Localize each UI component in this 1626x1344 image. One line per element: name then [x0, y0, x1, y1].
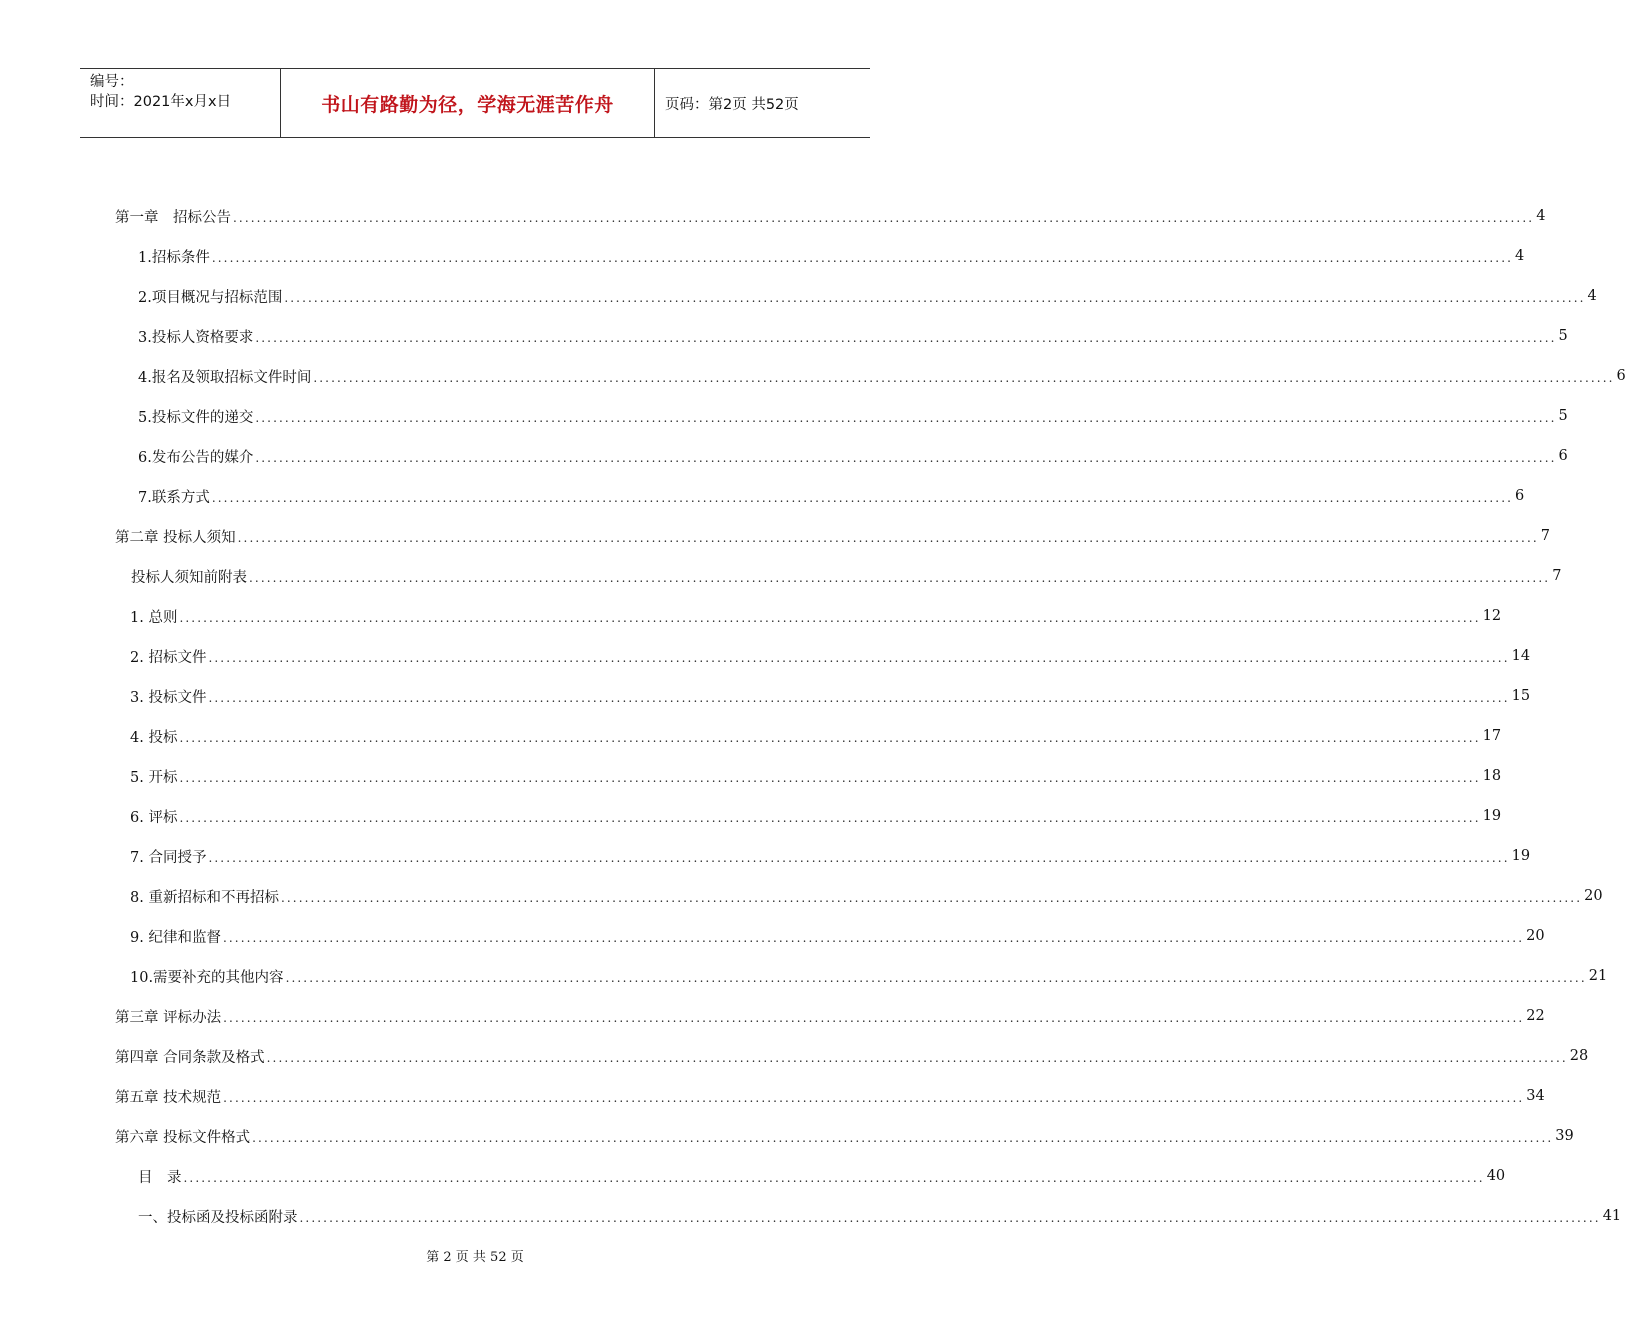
toc-leader-dots: ............................................................................................................................................................................................................................ [208, 651, 1510, 665]
toc-entry-title: 1. 总则 [130, 609, 178, 626]
header-motto-cell [281, 69, 655, 137]
toc-entry-page: 4 [1515, 248, 1525, 264]
toc-leader-dots: ............................................................................................................................................................................................................................ [183, 1171, 1485, 1185]
toc-entry[interactable] [130, 716, 1502, 756]
header-motto: 书山有路勤为径，学海无涯苦作舟 [321, 93, 614, 116]
toc-entry-title: 3. 投标文件 [130, 689, 207, 706]
toc-leader-dots: ............................................................................................................................................................................................................................ [223, 1011, 1525, 1025]
toc-entry[interactable] [138, 436, 1568, 476]
toc-leader-dots: ............................................................................................................................................................................................................................ [211, 491, 1514, 505]
toc-leader-dots: ............................................................................................................................................................................................................................ [313, 371, 1615, 385]
toc-entry-title: 5.投标文件的递交 [138, 409, 254, 426]
toc-entry-page: 28 [1569, 1048, 1589, 1064]
toc-entry-title: 7.联系方式 [138, 489, 210, 506]
toc-entry-page: 5 [1558, 328, 1568, 344]
toc-entry-title: 10.需要补充的其他内容 [130, 969, 284, 986]
toc-entry-title: 4.报名及领取招标文件时间 [138, 369, 312, 386]
toc-leader-dots: ............................................................................................................................................................................................................................ [252, 1131, 1554, 1145]
page-header [80, 68, 870, 138]
toc-leader-dots: ............................................................................................................................................................................................................................ [222, 931, 1525, 945]
toc-entry-page: 19 [1482, 808, 1502, 824]
toc-entry-page: 7 [1540, 528, 1551, 544]
toc-entry[interactable] [115, 1076, 1545, 1116]
toc-entry[interactable] [130, 836, 1531, 876]
toc-entry-title: 一、投标函及投标函附录 [138, 1209, 298, 1226]
toc-entry[interactable] [130, 756, 1502, 796]
toc-leader-dots: ............................................................................................................................................................................................................................ [179, 611, 1481, 625]
toc-leader-dots: ............................................................................................................................................................................................................................ [211, 251, 1514, 265]
toc-entry-page: 22 [1526, 1008, 1545, 1024]
toc-entry[interactable] [138, 396, 1568, 436]
toc-entry[interactable] [130, 676, 1531, 716]
toc-entry-title: 3.投标人资格要求 [138, 329, 254, 346]
toc-entry-page: 39 [1555, 1128, 1574, 1144]
toc-entry-title: 第五章 技术规范 [115, 1089, 222, 1106]
toc-entry[interactable] [115, 196, 1546, 236]
toc-entry-page: 6 [1616, 368, 1626, 384]
toc-entry-title: 投标人须知前附表 [131, 569, 247, 586]
toc-leader-dots: ............................................................................................................................................................................................................................ [223, 1091, 1525, 1105]
toc-leader-dots: ............................................................................................................................................................................................................................ [237, 531, 1539, 545]
toc-entry-page: 17 [1482, 728, 1502, 744]
toc-entry-page: 19 [1511, 848, 1531, 864]
toc-entry[interactable] [115, 1036, 1589, 1076]
toc-leader-dots: ............................................................................................................................................................................................................................ [208, 691, 1510, 705]
toc-entry-page: 18 [1482, 768, 1502, 784]
toc-entry[interactable] [130, 956, 1608, 996]
toc-leader-dots: ............................................................................................................................................................................................................................ [249, 571, 1551, 585]
toc-entry-page: 6 [1558, 448, 1568, 464]
toc-entry-page: 20 [1584, 888, 1603, 904]
toc-entry-title: 5. 开标 [130, 769, 178, 786]
toc-entry[interactable] [138, 236, 1525, 276]
toc-entry-title: 第四章 合同条款及格式 [115, 1049, 265, 1066]
toc-entry[interactable] [138, 276, 1597, 316]
toc-leader-dots: ............................................................................................................................................................................................................................ [299, 1211, 1601, 1225]
toc-entry[interactable] [138, 1196, 1622, 1236]
toc-entry-title: 2.项目概况与招标范围 [138, 289, 283, 306]
toc-entry-page: 4 [1536, 208, 1546, 224]
toc-entry-page: 40 [1486, 1168, 1506, 1184]
toc-leader-dots: ............................................................................................................................................................................................................................ [233, 211, 1535, 225]
toc-entry-title: 9. 纪律和监督 [130, 929, 221, 946]
toc-leader-dots: ............................................................................................................................................................................................................................ [179, 811, 1481, 825]
toc-entry-page: 34 [1526, 1088, 1545, 1104]
toc-entry-title: 1.招标条件 [138, 249, 210, 266]
toc-entry-title: 目 录 [138, 1169, 182, 1186]
toc-entry-title: 第一章 招标公告 [115, 209, 231, 226]
toc-leader-dots: ............................................................................................................................................................................................................................ [285, 971, 1587, 985]
toc-entry[interactable] [138, 476, 1525, 516]
document-number-label: 编号： [90, 74, 134, 90]
toc-entry-page: 14 [1511, 648, 1531, 664]
toc-entry[interactable] [130, 596, 1502, 636]
header-left-cell [80, 69, 281, 137]
toc-entry-title: 8. 重新招标和不再招标 [130, 889, 279, 906]
toc-entry-page: 41 [1602, 1208, 1622, 1224]
toc-leader-dots: ............................................................................................................................................................................................................................ [280, 891, 1583, 905]
toc-leader-dots: ............................................................................................................................................................................................................................ [255, 411, 1557, 425]
toc-entry-page: 12 [1482, 608, 1502, 624]
toc-entry[interactable] [115, 516, 1551, 556]
toc-entry-page: 6 [1515, 488, 1525, 504]
toc-entry[interactable] [131, 556, 1562, 596]
header-page-cell [655, 69, 870, 137]
toc-leader-dots: ............................................................................................................................................................................................................................ [266, 1051, 1568, 1065]
toc-entry-title: 7. 合同授予 [130, 849, 207, 866]
toc-entry-title: 第三章 评标办法 [115, 1009, 222, 1026]
toc-entry-title: 6.发布公告的媒介 [138, 449, 254, 466]
toc-entry[interactable] [138, 1156, 1506, 1196]
toc-entry[interactable] [130, 876, 1603, 916]
toc-leader-dots: ............................................................................................................................................................................................................................ [255, 331, 1557, 345]
toc-entry-title: 2. 招标文件 [130, 649, 207, 666]
toc-entry[interactable] [130, 916, 1545, 956]
toc-entry-page: 7 [1552, 568, 1562, 584]
toc-entry-page: 21 [1588, 968, 1608, 984]
toc-entry-title: 第六章 投标文件格式 [115, 1129, 251, 1146]
toc-leader-dots: ............................................................................................................................................................................................................................ [255, 451, 1557, 465]
toc-entry[interactable] [130, 796, 1502, 836]
toc-leader-dots: ............................................................................................................................................................................................................................ [208, 851, 1510, 865]
toc-entry-title: 第二章 投标人须知 [115, 529, 236, 546]
toc-entry[interactable] [130, 636, 1531, 676]
toc-entry[interactable] [138, 356, 1626, 396]
toc-leader-dots: ............................................................................................................................................................................................................................ [179, 771, 1481, 785]
toc-entry[interactable] [138, 316, 1568, 356]
toc-entry[interactable] [115, 1116, 1574, 1156]
toc-leader-dots: ............................................................................................................................................................................................................................ [179, 731, 1481, 745]
toc-entry[interactable] [115, 996, 1545, 1036]
header-page-label: 页码：第2页 共52页 [665, 96, 799, 113]
document-time-label: 时间：2021年x月x日 [90, 94, 232, 110]
toc-entry-page: 20 [1526, 928, 1545, 944]
toc-entry-title: 4. 投标 [130, 729, 178, 746]
toc-entry-page: 4 [1587, 288, 1597, 304]
toc-entry-page: 5 [1558, 408, 1568, 424]
toc-entry-title: 6. 评标 [130, 809, 178, 826]
page-footer: 第 2 页 共 52 页 [426, 1250, 524, 1265]
toc-entry-page: 15 [1511, 688, 1531, 704]
toc-leader-dots: ............................................................................................................................................................................................................................ [284, 291, 1586, 305]
